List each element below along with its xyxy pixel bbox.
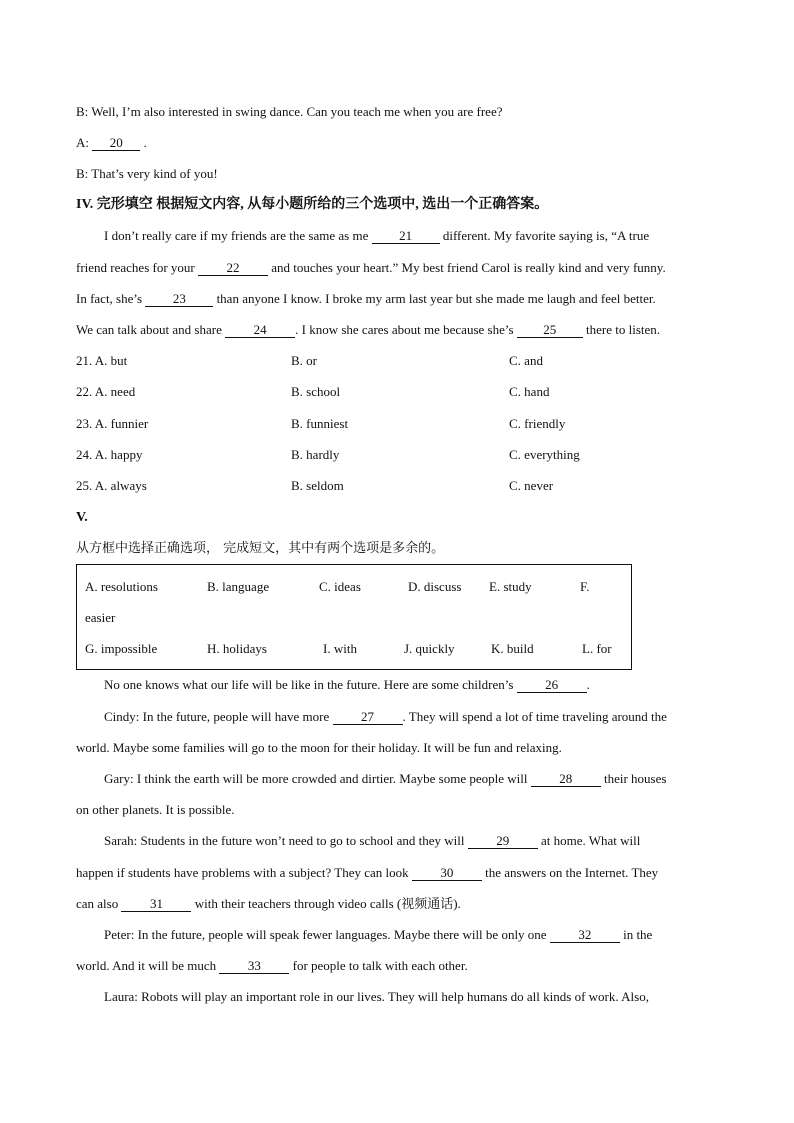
option-a[interactable]: 25. A. always [76,478,147,493]
word-option: easier [85,610,116,625]
question-row [76,478,716,494]
answer-blank[interactable]: 22 [198,261,268,276]
answer-blank[interactable]: 25 [517,323,583,338]
section-heading: IV. 完形填空 根据短文内容, 从每小题所给的三个选项中, 选出一个正确答案。 [76,197,549,212]
word-option: C. ideas [319,579,361,594]
option-b[interactable]: B. seldom [291,478,344,493]
option-a[interactable]: 23. A. funnier [76,416,149,431]
passage-line: on other planets. It is possible. [76,802,235,817]
answer-blank[interactable]: 32 [550,928,620,943]
option-a[interactable]: 21. A. but [76,353,128,368]
answer-blank[interactable]: 33 [219,959,289,974]
word-option: L. for [582,641,612,656]
option-b[interactable]: B. funniest [291,416,349,431]
passage-line: friend reaches for your 22 and touches your heart.” My best friend Carol is really kind and very funny. [76,260,666,275]
word-option: G. impossible [85,641,158,656]
question-row [76,353,716,369]
section-instruction: 从方框中选择正确选项， 完成短文，其中有两个选项是多余的。 [76,541,445,556]
option-c[interactable]: C. and [509,353,543,368]
word-bank-box [76,564,632,670]
passage-line: Gary: I think the earth will be more crowded and dirtier. Maybe some people will 28 their houses [104,771,667,786]
passage-line: No one knows what our life will be like in the future. Here are some children’s 26 . [104,677,590,692]
passage-line: Peter: In the future, people will speak fewer languages. Maybe there will be only one 32 in the [104,927,653,942]
option-c[interactable]: C. everything [509,447,580,462]
option-a[interactable]: 24. A. happy [76,447,143,462]
answer-blank[interactable]: 31 [121,897,191,912]
word-option: D. discuss [408,579,462,594]
answer-blank[interactable]: 21 [372,229,440,244]
passage-line: Cindy: In the future, people will have more 27 . They will spend a lot of time traveling around the [104,709,667,724]
word-option: I. with [323,641,357,656]
passage-line: We can talk about and share 24 . I know she cares about me because she’s 25 there to listen. [76,322,661,337]
answer-blank[interactable]: 29 [468,834,538,849]
answer-blank[interactable]: 23 [145,292,213,307]
answer-blank[interactable]: 20 [92,136,140,151]
option-c[interactable]: C. never [509,478,554,493]
passage-line: can also 31 with their teachers through video calls (视频通话). [76,896,461,911]
word-option: F. [580,579,590,594]
word-option: H. holidays [207,641,267,656]
word-option: A. resolutions [85,579,158,594]
passage-line: Sarah: Students in the future won’t need to go to school and they will 29 at home. What will [104,833,641,848]
answer-blank[interactable]: 30 [412,866,482,881]
answer-blank[interactable]: 24 [225,323,295,338]
answer-blank[interactable]: 27 [333,710,403,725]
dialogue-line: A: 20 . [76,135,147,150]
dialogue-line: B: Well, I’m also interested in swing dance. Can you teach me when you are free? [76,104,503,119]
answer-blank[interactable]: 26 [517,678,587,693]
section-heading: V. [76,510,88,525]
passage-line: world. And it will be much 33 for people to talk with each other. [76,958,468,973]
option-b[interactable]: B. school [291,384,341,399]
word-option: K. build [491,641,534,656]
option-b[interactable]: B. or [291,353,317,368]
word-option: B. language [207,579,270,594]
passage-line: In fact, she’s 23 than anyone I know. I broke my arm last year but she made me laugh and feel better. [76,291,656,306]
option-c[interactable]: C. hand [509,384,550,399]
dialogue-line: B: That’s very kind of you! [76,166,218,181]
question-row [76,416,716,432]
option-a[interactable]: 22. A. need [76,384,136,399]
passage-line: Laura: Robots will play an important role in our lives. They will help humans do all kinds of work. Also, [104,989,649,1004]
question-row [76,447,716,463]
passage-line: happen if students have problems with a subject? They can look 30 the answers on the Internet. They [76,865,659,880]
answer-blank[interactable]: 28 [531,772,601,787]
question-row [76,384,716,400]
word-option: E. study [489,579,532,594]
passage-line: I don’t really care if my friends are the same as me 21 different. My favorite saying is, “A true [104,228,650,243]
option-c[interactable]: C. friendly [509,416,566,431]
word-option: J. quickly [404,641,455,656]
passage-line: world. Maybe some families will go to the moon for their holiday. It will be fun and relaxing. [76,740,562,755]
option-b[interactable]: B. hardly [291,447,340,462]
